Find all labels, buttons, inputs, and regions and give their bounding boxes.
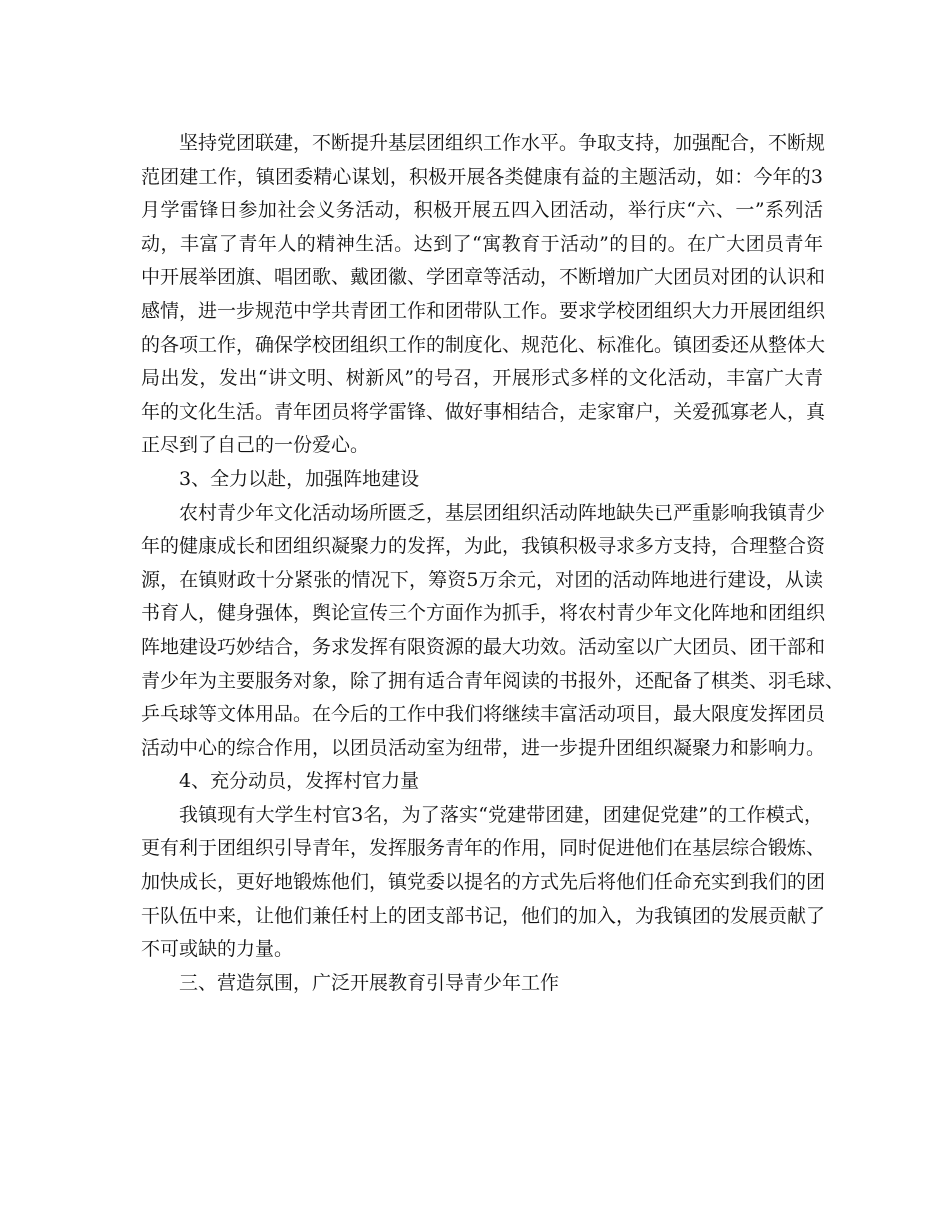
document-body	[141, 127, 845, 1000]
text-line: 的各项工作，确保学校团组织工作的制度化、规范化、标准化。镇团委还从整体大	[141, 333, 826, 356]
text-line: 干队伍中来，让他们兼任村上的团支部书记，他们的加入，为我镇团的发展贡献了	[141, 904, 826, 927]
text-line: 月学雷锋日参加社会义务活动，积极开展五四入团活动，举行庆“六、一”系列活	[141, 199, 823, 222]
text-line: 范团建工作，镇团委精心谋划，积极开展各类健康有益的主题活动，如：今年的3	[141, 165, 823, 188]
text-line: 活动中心的综合作用，以团员活动室为纽带，进一步提升团组织凝聚力和影响力。	[141, 736, 826, 759]
section-heading-3	[141, 463, 823, 497]
text-line: 年的健康成长和团组织凝聚力的发挥，为此，我镇积极寻求多方支持，合理整合资	[141, 535, 826, 558]
text-line: 源，在镇财政十分紧张的情况下，筹资5万余元，对团的活动阵地进行建设，从读	[141, 568, 823, 591]
text-line: 动，丰富了青年人的精神生活。达到了“寓教育于活动”的目的。在广大团员青年	[141, 232, 823, 255]
paragraph-activity-venue	[141, 497, 845, 766]
text-line: 中开展举团旗、唱团歌、戴团徽、学团章等活动，不断增加广大团员对团的认识和	[141, 266, 826, 289]
paragraph-village-officials	[141, 799, 826, 967]
paragraph-party-youth-league	[141, 127, 826, 463]
text-line: 加快成长，更好地锻炼他们，镇党委以提名的方式先后将他们任命充实到我们的团	[141, 871, 826, 894]
text-line: 年的文化生活。青年团员将学雷锋、做好事相结合，走家窜户，关爱孤寡老人，真	[141, 400, 826, 423]
text-line: 乒乓球等文体用品。在今后的工作中我们将继续丰富活动项目，最大限度发挥团员	[141, 703, 826, 726]
text-line: 书育人，健身强体，舆论宣传三个方面作为抓手，将农村青少年文化阵地和团组织	[141, 602, 826, 625]
text-line: 青少年为主要服务对象，除了拥有适合青年阅读的书报外，还配备了棋类、羽毛球、	[141, 669, 845, 692]
text-line: 局出发，发出“讲文明、树新风”的号召，开展形式多样的文化活动，丰富广大青	[141, 367, 823, 390]
heading-text: 三、营造氛围，广泛开展教育引导青少年工作	[179, 971, 560, 994]
text-line: 正尽到了自己的一份爱心。	[141, 434, 370, 457]
section-heading-4	[141, 765, 823, 799]
text-line: 坚持党团联建，不断提升基层团组织工作水平。争取支持，加强配合，不断规	[179, 132, 826, 154]
text-line: 不可或缺的力量。	[141, 938, 294, 961]
heading-text: 3、全力以赴，加强阵地建设	[179, 467, 420, 490]
text-line: 我镇现有大学生村官3名，为了落实“党建带团建，团建促党建”的工作模式，	[179, 803, 823, 826]
text-line: 阵地建设巧妙结合，务求发挥有限资源的最大功效。活动室以广大团员、团干部和	[141, 635, 826, 658]
text-line: 感情，进一步规范中学共青团工作和团带队工作。要求学校团组织大力开展团组织	[141, 299, 826, 322]
heading-text: 4、充分动员，发挥村官力量	[179, 770, 420, 793]
text-line: 农村青少年文化活动场所匮乏，基层团组织活动阵地缺失已严重影响我镇青少	[179, 501, 826, 524]
text-line: 更有利于团组织引导青年，发挥服务青年的作用，同时促进他们在基层综合锻炼、	[141, 837, 826, 860]
section-heading-three	[141, 967, 823, 1001]
